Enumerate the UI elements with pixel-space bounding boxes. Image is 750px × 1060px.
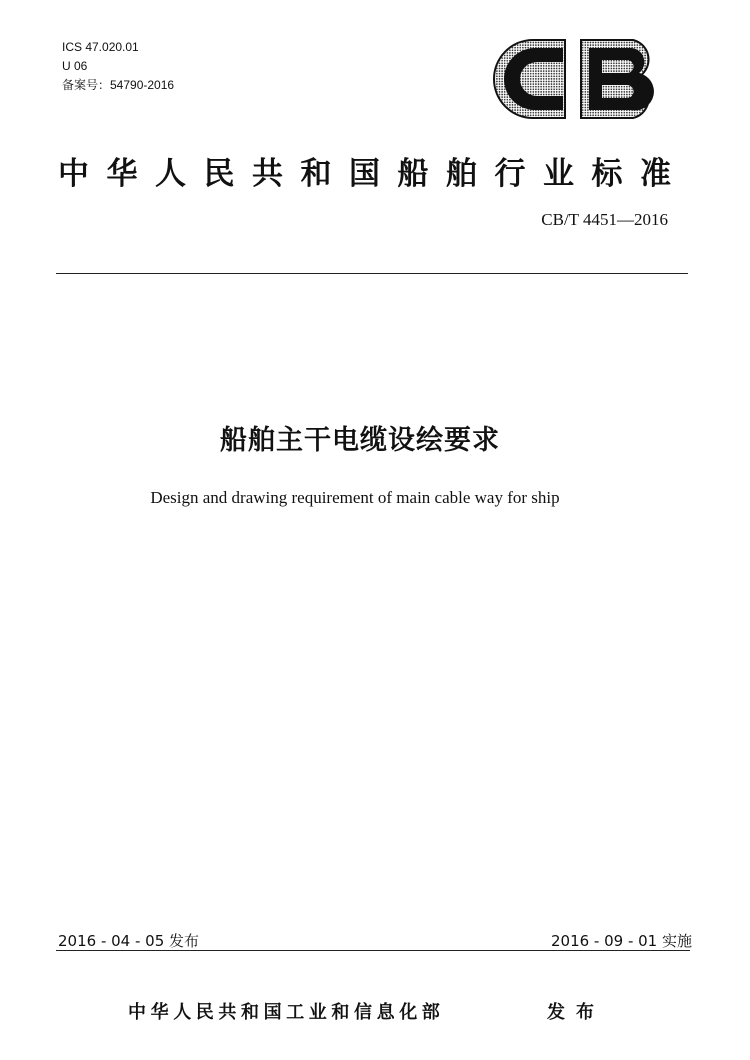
issue-date: 2016 - 04 - 05 发布 bbox=[58, 932, 200, 950]
implementation-date: 2016 - 09 - 01 实施 bbox=[550, 932, 692, 950]
classification-block bbox=[62, 38, 174, 95]
footer-divider bbox=[56, 950, 690, 951]
cb-logo bbox=[493, 36, 657, 122]
standard-name: 中华人民共和国船舶行业标准 bbox=[58, 156, 689, 192]
ccs-number: U 06 bbox=[62, 59, 88, 73]
record-number: 备案号：54790-2016 bbox=[62, 78, 175, 92]
header-divider bbox=[56, 273, 688, 274]
issuing-authority: 中华人民共和国工业和信息化部 bbox=[128, 1002, 445, 1023]
standard-code: CB/T 4451—2016 bbox=[541, 210, 668, 229]
ics-number: ICS 47.020.01 bbox=[62, 40, 139, 54]
issue-label: 发布 bbox=[547, 1002, 605, 1023]
document-title-english: Design and drawing requirement of main cable way for ship bbox=[150, 488, 560, 507]
document-title-chinese: 船舶主干电缆设绘要求 bbox=[220, 425, 500, 456]
